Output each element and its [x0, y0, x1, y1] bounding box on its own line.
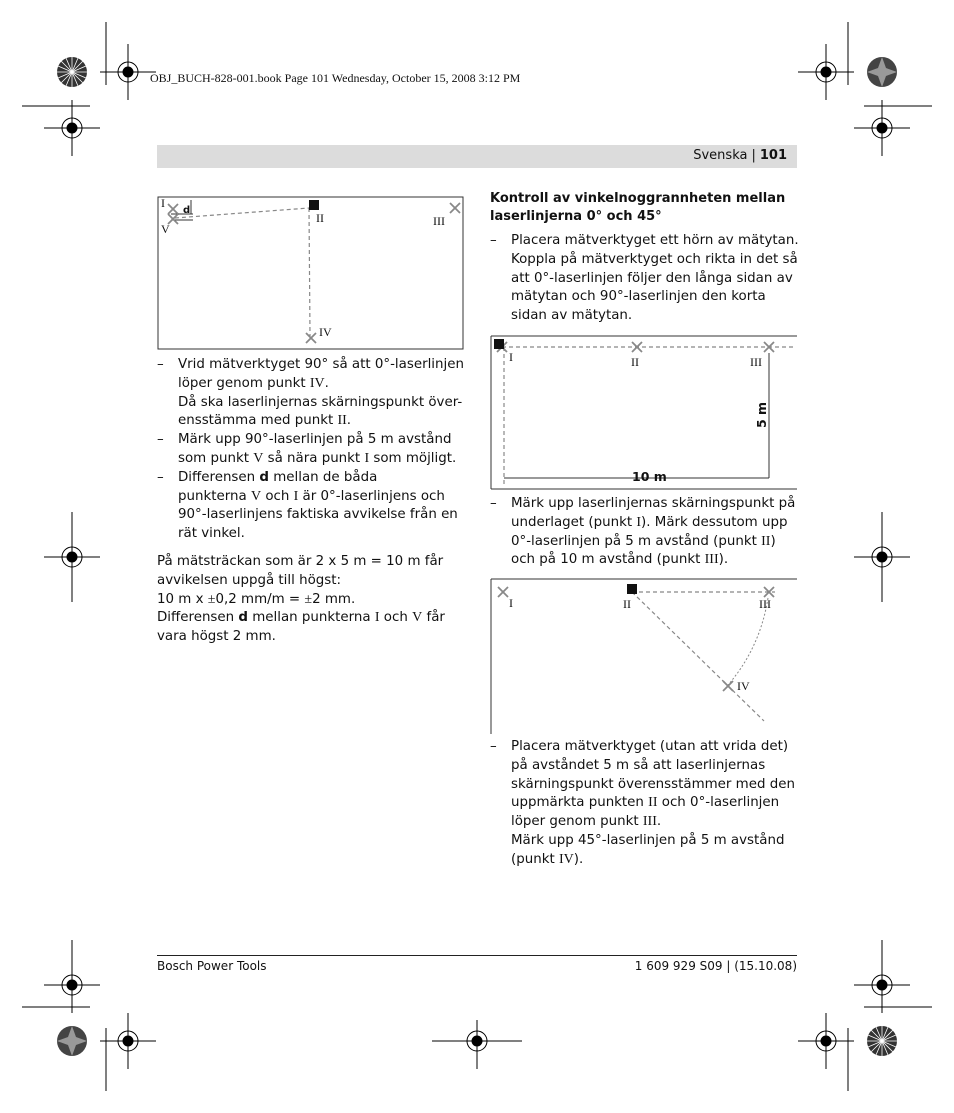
text-run: vara högst 2 mm. [157, 629, 276, 645]
text-run: . [324, 375, 329, 391]
mark-i-icon [498, 587, 508, 597]
text-line [511, 551, 800, 570]
header-separator: | [751, 148, 756, 163]
diagram1-label-i: I [161, 196, 165, 210]
text-line [511, 813, 800, 832]
text-run: underlaget (punkt [511, 514, 637, 530]
mark-iii-icon [764, 342, 774, 352]
text-run: Koppla på mätverktyget och rikta in det så [511, 251, 798, 267]
text-line [178, 488, 467, 507]
bullet-item [157, 431, 467, 469]
header-text [693, 148, 787, 163]
page-number: 101 [759, 148, 787, 163]
text-line [178, 506, 467, 525]
registration-target-icon [44, 512, 100, 602]
print-slug: OBJ_BUCH-828-001.book Page 101 Wednesday, October 15, 2008 3:12 PM [150, 71, 521, 85]
text-run: är 0°-laserlinjens och [298, 488, 445, 504]
text-run: Differensen [157, 610, 239, 626]
text-run: avvikelsen uppgå till högst: [157, 572, 342, 588]
left-column-text [157, 356, 467, 647]
text-run: uppmärkta punkten [511, 795, 649, 811]
text-run: ). [573, 851, 584, 867]
text-line [157, 572, 467, 591]
text-run: Differensen [178, 469, 260, 485]
text-line [178, 412, 467, 431]
text-line [511, 232, 800, 251]
text-run: I [636, 514, 642, 530]
bullet-dash: – [490, 233, 497, 248]
diagram1-label-iii: III [433, 214, 445, 228]
header-language: Svenska [693, 148, 748, 163]
heading-line-1: Kontroll av vinkelnoggrannheten mellan [490, 191, 786, 206]
text-run: V [412, 610, 423, 626]
bullet-dash: – [157, 469, 164, 485]
text-run: II [761, 533, 771, 549]
text-run: 0,2 mm/m = [215, 591, 305, 607]
text-run: och 0°-laserlinjen [657, 795, 780, 811]
tool-icon [309, 200, 319, 210]
diagram-90-degree-check [157, 196, 465, 351]
text-run: ± [207, 591, 216, 607]
text-run: På mätsträckan som är 2 x 5 m = 10 m får [157, 553, 444, 569]
text-run: . [346, 413, 352, 429]
registration-target-icon [798, 44, 854, 100]
text-line [178, 356, 467, 375]
star-target-icon [57, 1026, 87, 1056]
text-run: ensstämma med punkt [178, 413, 338, 429]
text-run: som punkt [178, 450, 254, 466]
text-run: V [253, 450, 264, 466]
text-line [511, 251, 800, 270]
bullet-item [490, 495, 800, 570]
registration-target-icon [100, 44, 156, 100]
bullet-item [490, 232, 800, 326]
text-run: 2 mm. [312, 591, 356, 607]
text-run: att 0°-laserlinjen följer den långa sidan av [511, 270, 793, 286]
bullet-item [157, 469, 467, 544]
text-line [157, 609, 467, 628]
text-run: I [364, 450, 370, 466]
registration-target-icon [854, 100, 910, 156]
text-run: I [374, 610, 380, 626]
star-target-icon [867, 57, 897, 87]
text-run: II [648, 795, 658, 811]
diagram1-label-iv: IV [319, 325, 332, 339]
text-run: 90°-laserlinjens faktiska avvikelse från en [178, 507, 458, 523]
text-line [511, 776, 800, 795]
text-run: d [259, 469, 269, 485]
text-run: Placera mätverktyget (utan att vrida det) [511, 739, 789, 754]
diagram3-label-iv: IV [737, 679, 750, 693]
text-run: så nära punkt [263, 450, 365, 466]
mark-ii-icon [632, 342, 642, 352]
text-line [511, 738, 800, 757]
dimension-10m: 10 m [632, 469, 667, 484]
diagram3-label-i: I [509, 596, 513, 610]
mark-iii-icon [450, 203, 460, 213]
running-header [157, 145, 797, 168]
text-run: som möjligt. [369, 450, 457, 466]
text-line [511, 794, 800, 813]
bullet-dash: – [490, 496, 497, 511]
registration-target-icon [44, 100, 100, 156]
text-run: får [422, 610, 445, 626]
mark-i-icon [168, 204, 178, 214]
text-line [178, 450, 467, 469]
dimension-5m: 5 m [754, 401, 769, 428]
registration-target-icon [798, 1013, 854, 1069]
text-run: d [238, 610, 248, 626]
text-line [178, 431, 467, 450]
heading-line-2: laserlinjerna 0° och 45° [490, 209, 662, 224]
text-run: ). Märk dessutom upp [641, 514, 788, 530]
diagram3-label-iii: III [759, 597, 771, 611]
text-line [178, 375, 467, 394]
text-line [511, 514, 800, 533]
text-run: 10 m x [157, 591, 208, 607]
bullet-item [490, 738, 800, 870]
diagram2-label-i: I [509, 350, 513, 364]
bullet-dash: – [490, 739, 497, 754]
registration-target-icon [854, 512, 910, 602]
text-run: 0°-laserlinjen på 5 m avstånd (punkt [511, 533, 762, 549]
text-run: II [337, 413, 347, 429]
text-run: löper genom punkt [178, 375, 310, 391]
registration-target-icon [100, 1013, 156, 1069]
text-line [511, 832, 800, 851]
bullet-item [157, 356, 467, 431]
section-heading [490, 190, 800, 226]
text-run: sidan av mätytan. [511, 308, 633, 324]
right-bullet-3 [490, 738, 800, 870]
text-run: ). [718, 552, 729, 568]
diagram1-label-ii: II [316, 211, 324, 225]
text-line [511, 307, 800, 326]
footer-doc-number: 1 609 929 S09 | (15.10.08) [634, 959, 797, 973]
text-run: Då ska laserlinjernas skärningspunkt över- [178, 394, 463, 410]
diagram2-label-ii: II [631, 355, 639, 369]
text-run: IV [558, 851, 574, 867]
text-run: löper genom punkt [511, 814, 643, 830]
text-run: rät vinkel. [178, 526, 245, 542]
text-line [178, 394, 467, 413]
text-line [511, 495, 800, 514]
text-run: Vrid mätverktyget 90° så att 0°-laserlinjen [178, 357, 464, 372]
text-run: och [261, 488, 294, 504]
text-line [511, 533, 800, 552]
text-run: skärningspunkt överensstämmer med den [511, 776, 795, 792]
text-line [511, 270, 800, 289]
text-line [511, 851, 800, 870]
text-run: mätytan och 90°-laserlinjen den korta [511, 289, 766, 305]
left-paragraph [157, 553, 467, 647]
footer-rule [157, 955, 797, 956]
diagram1-label-d: d [183, 205, 191, 216]
text-run: ) [770, 533, 776, 549]
text-line [157, 628, 467, 647]
diagram3-label-ii: II [623, 597, 631, 611]
text-line [178, 469, 467, 488]
text-run: I [293, 488, 299, 504]
star-target-icon [57, 57, 87, 87]
tool-icon [494, 339, 504, 349]
star-target-icon [867, 1026, 897, 1056]
mark-iv-icon [723, 681, 733, 691]
right-bullet-1 [490, 232, 800, 326]
text-run: punkterna [178, 488, 251, 504]
diagram-measuring-area [490, 335, 798, 490]
text-run: Märk upp 45°-laserlinjen på 5 m avstånd [511, 832, 785, 848]
tool-icon [627, 584, 637, 594]
text-run: mellan de båda [268, 469, 378, 485]
text-run: III [704, 552, 719, 568]
text-line [178, 525, 467, 544]
text-run: ± [304, 591, 313, 607]
text-run: . [656, 814, 662, 830]
text-line [157, 553, 467, 572]
text-run: Märk upp 90°-laserlinjen på 5 m avstånd [178, 432, 452, 448]
right-bullet-2 [490, 495, 800, 570]
diagram1-label-v: V [161, 222, 170, 236]
bullet-dash: – [157, 432, 164, 448]
text-run: mellan punkterna [247, 610, 375, 626]
text-run: IV [309, 375, 325, 391]
text-line [157, 591, 467, 610]
text-line [511, 757, 800, 776]
registration-target-icon [44, 940, 100, 1013]
text-run: III [642, 814, 657, 830]
registration-target-icon [854, 940, 910, 1013]
bullet-dash: – [157, 357, 164, 372]
diagram-45-degree-check [490, 578, 798, 735]
diagram2-label-iii: III [750, 355, 762, 369]
text-run: V [250, 488, 262, 504]
left-bullet-list [157, 356, 467, 544]
text-run: och [379, 610, 413, 626]
text-line [511, 288, 800, 307]
text-run: Märk upp laserlinjernas skärningspunkt på [511, 496, 796, 511]
text-run: (punkt [511, 851, 559, 867]
text-run: på avståndet 5 m så att laserlinjernas [511, 757, 766, 773]
registration-target-icon [432, 1020, 522, 1069]
text-run: Placera mätverktyget ett hörn av mätytan. [511, 233, 799, 248]
footer-brand: Bosch Power Tools [157, 959, 267, 973]
mark-iv-icon [306, 333, 316, 343]
text-run: och på 10 m avstånd (punkt [511, 552, 705, 568]
